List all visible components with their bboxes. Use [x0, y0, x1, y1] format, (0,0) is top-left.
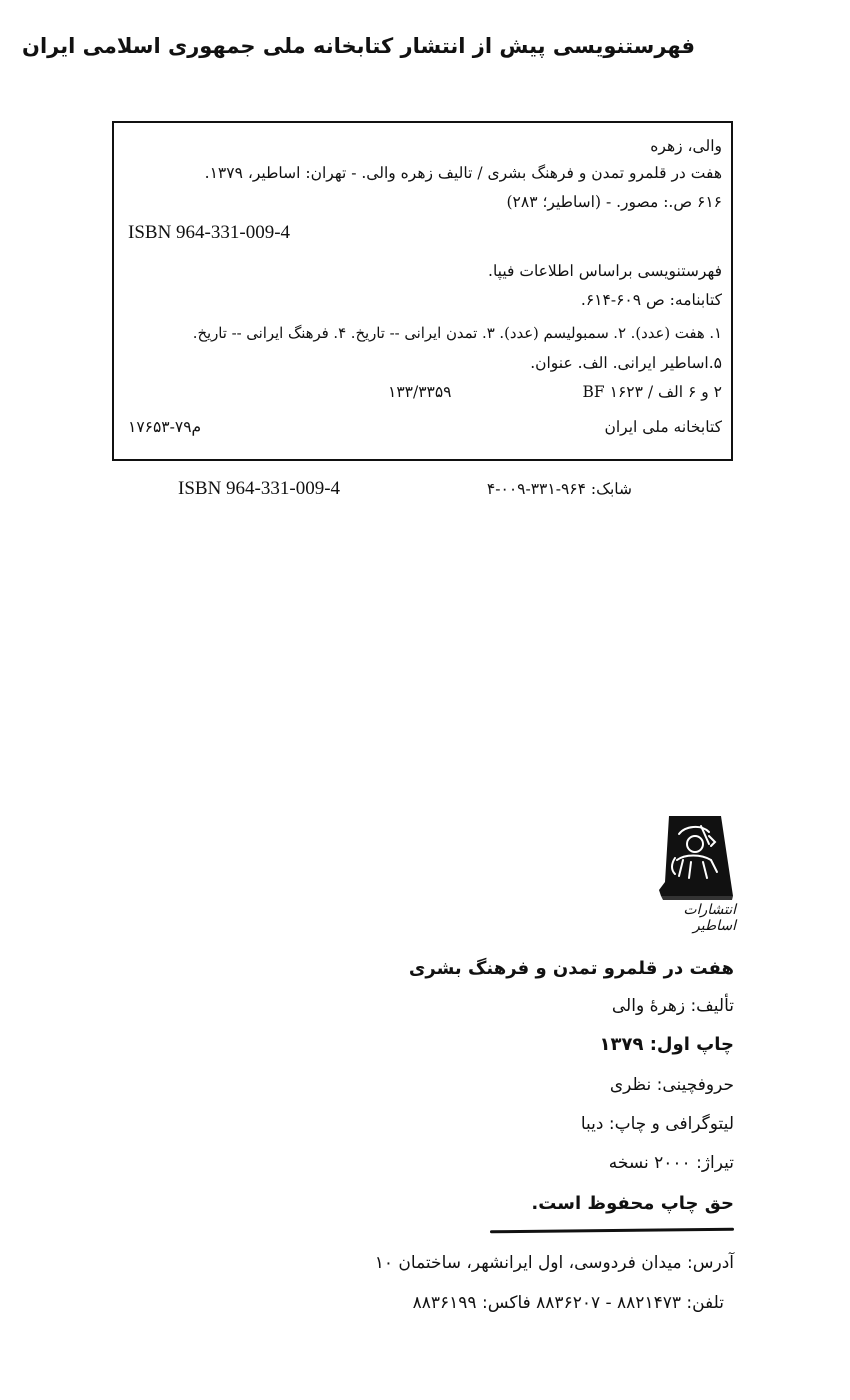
colophon-book-title: هفت در قلمرو تمدن و فرهنگ بشری: [408, 958, 734, 979]
cip-physical-description: ۶۱۶ ص.: مصور. - (اساطیر؛ ۲۸۳): [506, 193, 722, 211]
isbn-persian: شابک: ۹۶۴-۳۳۱-۰۰۹-۴: [486, 480, 632, 498]
colophon-edition: چاپ اول: ۱۳۷۹: [599, 1034, 734, 1055]
publisher-logo-caption: انتشارات اساطیر: [683, 902, 736, 934]
publisher-phone-fax: تلفن: ۸۸۲۱۴۷۳ - ۸۸۳۶۲۰۷ فاکس: ۸۸۳۶۱۹۹: [412, 1293, 724, 1313]
cip-title-statement: هفت در قلمرو تمدن و فرهنگ بشری / تالیف زهره والی. - تهران: اساطیر، ۱۳۷۹.: [204, 164, 722, 182]
colophon-author: تألیف: زهرهٔ والی: [611, 996, 734, 1016]
asatir-publisher-logo-icon: [655, 812, 737, 902]
cip-dewey-classification: ۱۳۳/۳۳۵۹: [388, 383, 452, 401]
cip-library-name: کتابخانه ملی ایران: [604, 418, 722, 436]
cip-bibliography: کتابنامه: ص ۶۰۹-۶۱۴.: [580, 291, 722, 309]
cip-isbn: ISBN 964-331-009-4: [128, 222, 291, 243]
cip-subjects-line-1: ۱. هفت (عدد). ۲. سمبولیسم (عدد). ۳. تمدن ایرانی -- تاریخ. ۴. فرهنگ ایرانی -- تاریخ.: [192, 325, 722, 342]
cip-lc-classification: ۲ و ۶ الف / BF ۱۶۲۳: [582, 383, 722, 401]
cip-header-title: فهرستنویسی پیش از انتشار کتابخانه ملی جمهوری اسلامی ایران: [22, 34, 695, 58]
cip-author: والی، زهره: [650, 137, 722, 155]
colophon-print-run: تیراژ: ۲۰۰۰ نسخه: [608, 1153, 734, 1173]
colophon-divider: [490, 1228, 734, 1234]
publisher-address: آدرس: میدان فردوسی، اول ایرانشهر، ساختمان ۱۰: [374, 1253, 734, 1273]
cip-record-number: م۷۹-۱۷۶۵۳: [128, 418, 202, 436]
cip-subjects-line-2: ۵.اساطیر ایرانی. الف. عنوان.: [530, 354, 722, 372]
colophon-copyright: حق چاپ محفوظ است.: [531, 1193, 734, 1214]
isbn-latin: ISBN 964-331-009-4: [178, 478, 341, 499]
cip-note-fipa: فهرستنویسی براساس اطلاعات فیپا.: [488, 262, 722, 280]
colophon-printing: لیتوگرافی و چاپ: دیبا: [580, 1114, 734, 1134]
colophon-typesetting: حروفچینی: نظری: [609, 1075, 734, 1095]
